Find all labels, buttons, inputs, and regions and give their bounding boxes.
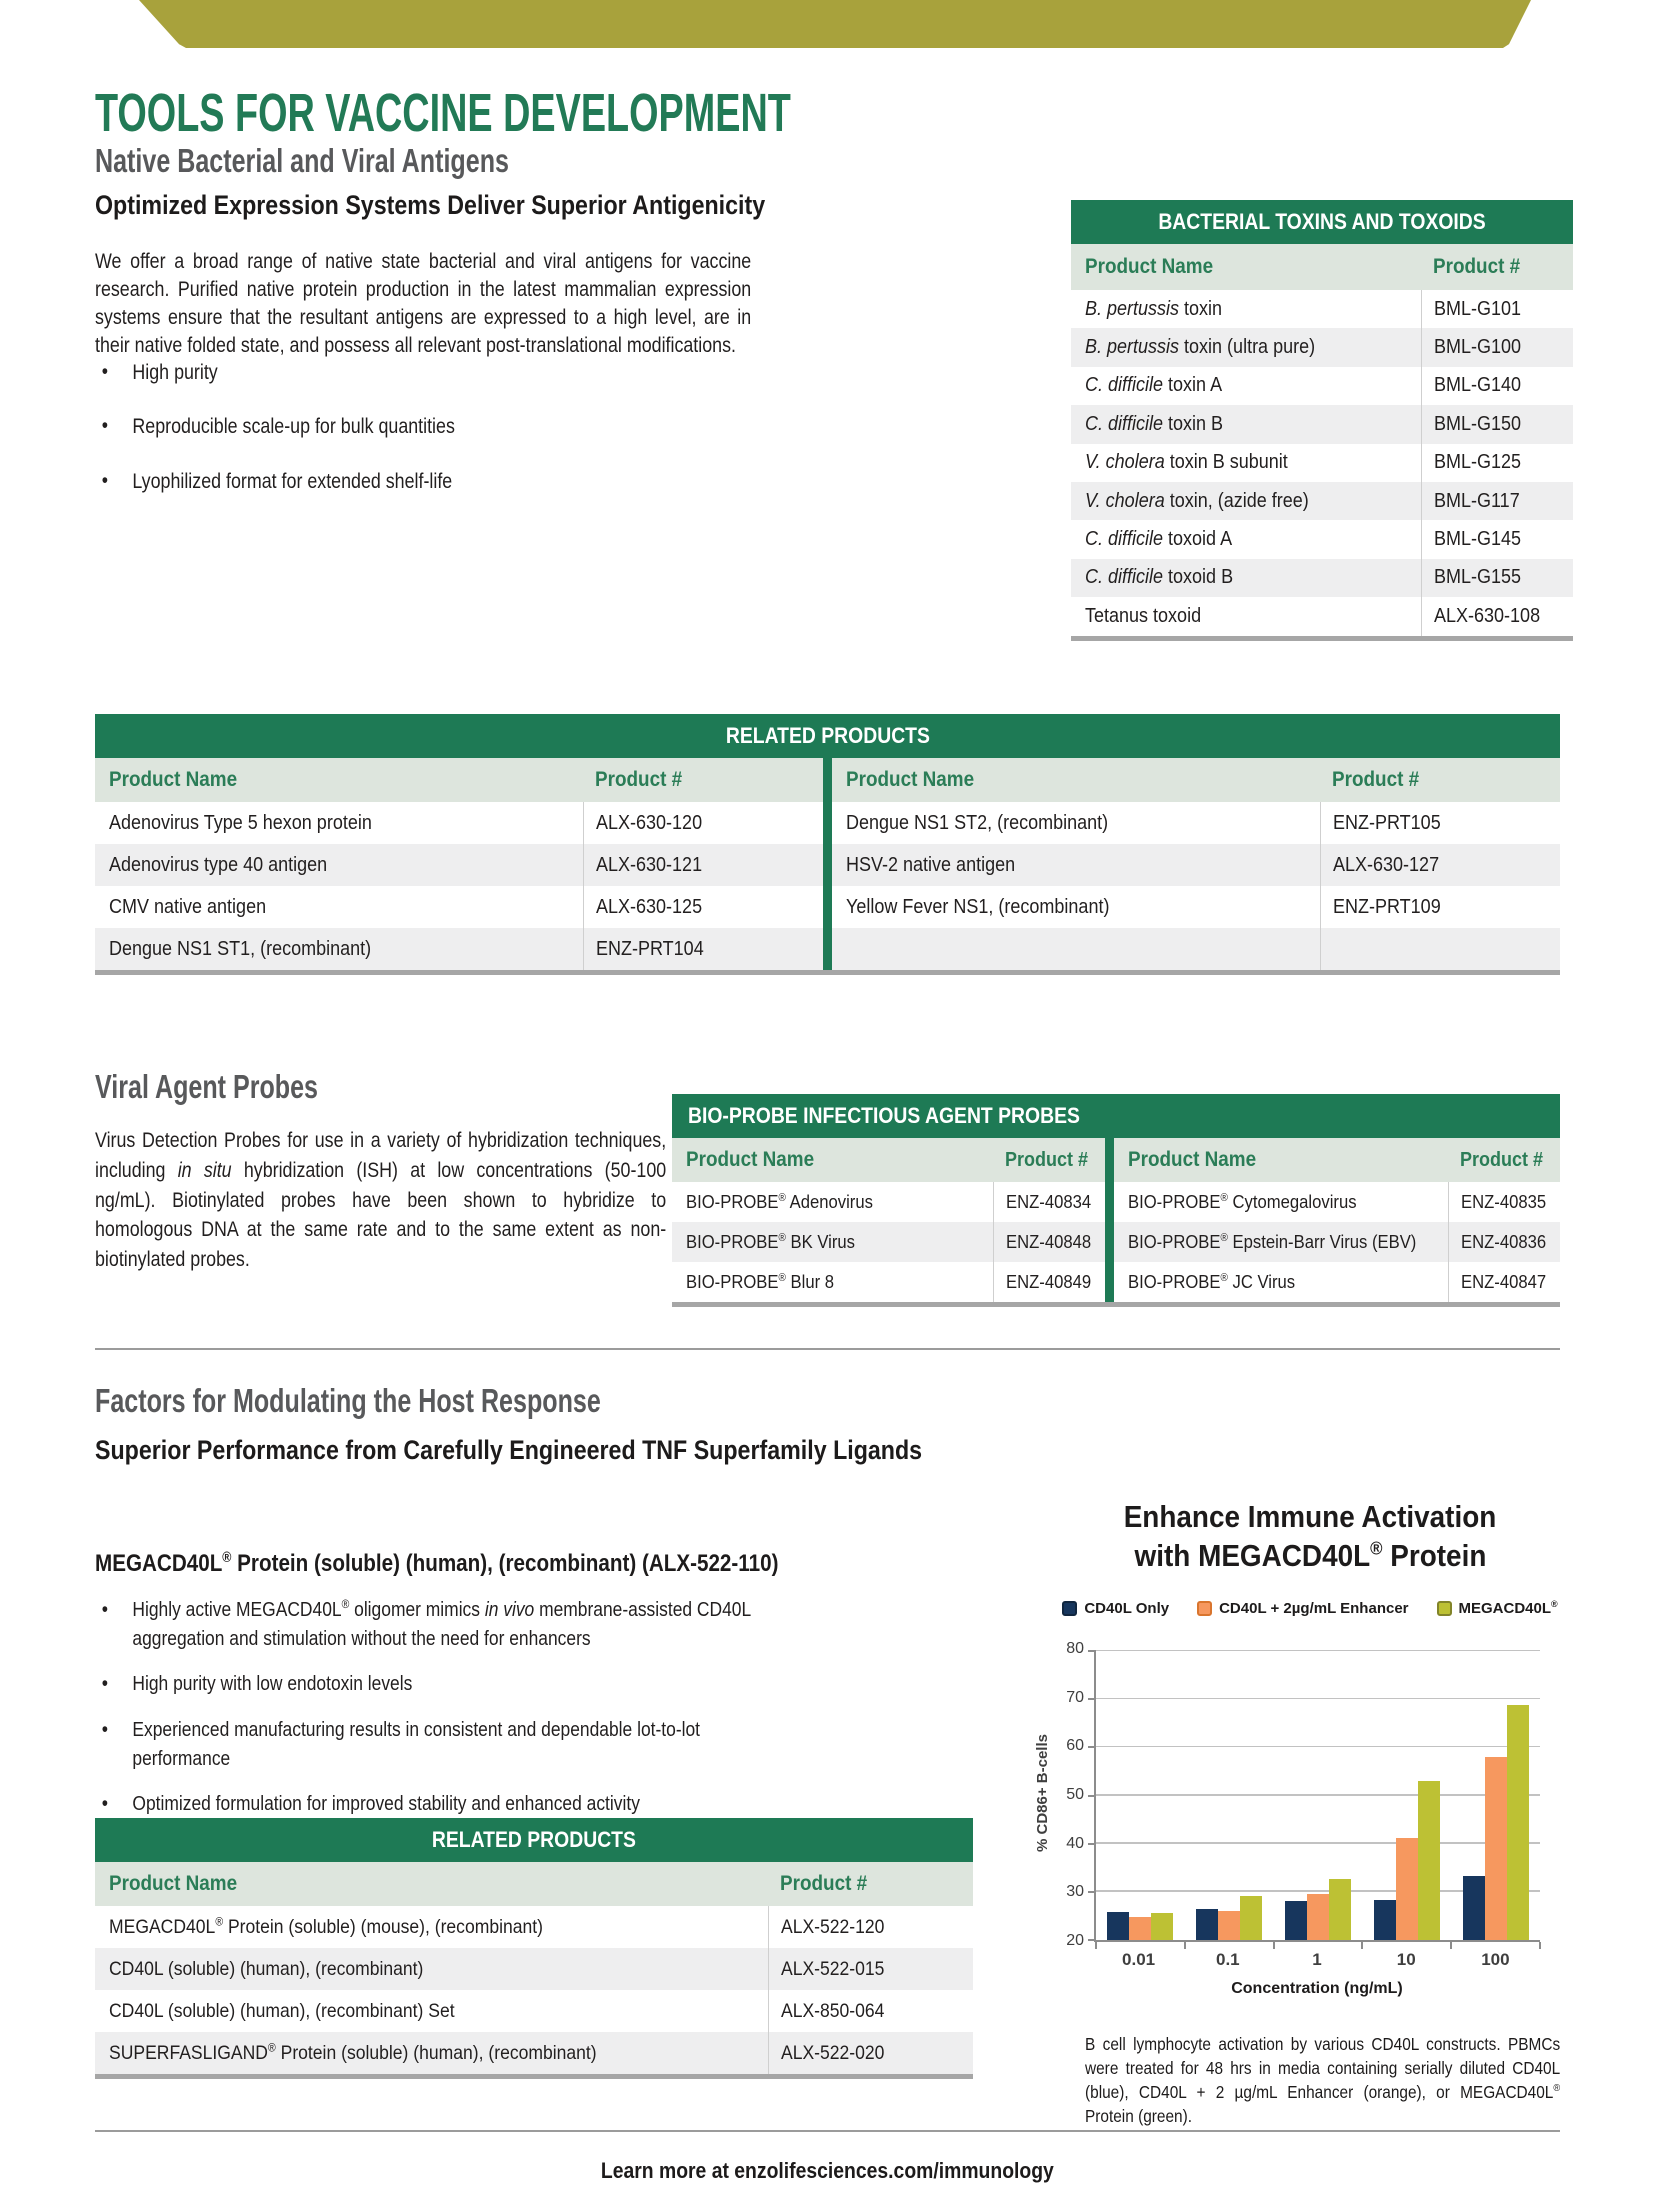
footer-link[interactable]: Learn more at enzolifesciences.com/immunology — [601, 2158, 1054, 2183]
table-row — [1071, 482, 1573, 520]
y-tick-mark — [1088, 1698, 1096, 1700]
bullet-icon: • — [101, 1792, 109, 1816]
table-row — [1071, 520, 1573, 558]
table-row — [95, 886, 823, 928]
related-products-table-antigens — [95, 714, 1560, 975]
bar — [1307, 1894, 1329, 1940]
product-name-cell: CD40L (soluble) (human), (recombinant) — [109, 1957, 424, 1980]
y-tick-mark — [1088, 1650, 1096, 1652]
bar — [1107, 1912, 1129, 1940]
product-number-cell: ENZ-40847 — [1448, 1262, 1560, 1302]
table-row — [1071, 597, 1573, 635]
y-tick-mark — [1088, 1843, 1096, 1845]
table-center-divider — [823, 758, 832, 970]
y-tick-label: 70 — [1066, 1688, 1084, 1706]
bar — [1329, 1879, 1351, 1940]
column-headers — [832, 758, 1560, 802]
product-name-cell: HSV-2 native antigen — [846, 853, 1016, 876]
bullet-icon: • — [101, 1672, 109, 1696]
table-row — [1071, 290, 1573, 328]
related-products-table-title: RELATED PRODUCTS — [95, 1818, 973, 1862]
x-tick-mark — [1450, 1942, 1452, 1949]
product-name-cell: C. difficile toxin A — [1085, 374, 1223, 397]
antigens-section-subheading: Optimized Expression Systems Deliver Superior Antigenicity — [95, 190, 766, 220]
chart-caption: B cell lymphocyte activation by various CD40L constructs. PBMCs were treated for 48 hrs in media containing serially diluted CD40L (blue), CD40L + 2 µg/mL Enhancer (orange), or MEGACD40L® Protein (green). — [1085, 2034, 1561, 2127]
column-header-product-number: Product # — [1332, 768, 1420, 791]
product-name-cell: Yellow Fever NS1, (recombinant) — [846, 895, 1110, 918]
x-tick-mark — [1539, 1942, 1541, 1949]
bullet-icon: • — [101, 1598, 109, 1621]
product-number-cell: BML-G150 — [1421, 405, 1573, 443]
antigens-bullet-list — [95, 358, 707, 521]
table-row — [672, 1262, 1105, 1302]
column-header-product-name: Product Name — [686, 1148, 815, 1171]
bar — [1396, 1838, 1418, 1940]
product-name-cell — [832, 938, 1320, 961]
bullet-item: • Lyophilized format for extended shelf-life — [95, 467, 707, 496]
bullet-item: • High purity with low endotoxin levels — [95, 1670, 775, 1699]
product-name-cell: BIO-PROBE® Cytomegalovirus — [1127, 1191, 1357, 1212]
product-number-cell: ALX-630-127 — [1320, 844, 1560, 886]
bullet-item: • High purity — [95, 358, 707, 387]
bacterial-toxins-rows — [1071, 290, 1573, 636]
product-name-cell: MEGACD40L® Protein (soluble) (mouse), (recombinant) — [109, 1915, 543, 1938]
product-number-cell: ENZ-40836 — [1448, 1222, 1560, 1262]
product-number-cell: ALX-630-125 — [583, 886, 823, 928]
section-divider — [95, 1348, 1560, 1350]
host-response-subheading: Superior Performance from Carefully Engineered TNF Superfamily Ligands — [95, 1435, 923, 1465]
bioprobe-table-title: BIO-PROBE INFECTIOUS AGENT PROBES — [672, 1094, 1560, 1138]
product-name-cell: BIO-PROBE® Adenovirus — [686, 1191, 873, 1212]
product-number-cell: ALX-522-120 — [768, 1906, 973, 1948]
chart-x-axis-label: Concentration (ng/mL) — [1231, 1980, 1403, 1997]
table-row — [95, 928, 823, 970]
bar-group-100 — [1451, 1651, 1540, 1940]
product-number-cell: ALX-850-064 — [768, 1990, 973, 2032]
related-products-left-half — [95, 758, 823, 970]
related-products-rows — [95, 1906, 973, 2074]
legend-swatch-icon — [1437, 1601, 1452, 1616]
column-headers — [95, 1862, 973, 1906]
y-tick-label: 20 — [1066, 1932, 1084, 1949]
bacterial-toxins-column-headers — [1071, 244, 1573, 290]
product-name-cell: C. difficile toxoid B — [1085, 566, 1234, 589]
chart-title: Enhance Immune Activation with MEGACD40L® Protein — [1123, 1499, 1497, 1573]
y-tick-mark — [1088, 1891, 1096, 1893]
product-number-cell: BML-G145 — [1421, 520, 1573, 558]
table-row — [832, 802, 1560, 844]
table-row — [95, 2032, 973, 2074]
product-number-cell: BML-G117 — [1421, 482, 1573, 520]
bullet-item: • Reproducible scale-up for bulk quantities — [95, 412, 707, 441]
product-number-cell: ENZ-PRT109 — [1320, 886, 1560, 928]
x-tick-label: 10 — [1396, 1950, 1416, 1969]
bioprobe-table — [672, 1094, 1560, 1307]
column-header-product-number: Product # — [1004, 1148, 1088, 1171]
product-number-cell: ALX-522-015 — [768, 1948, 973, 1990]
legend-swatch-icon — [1197, 1601, 1212, 1616]
table-row — [832, 844, 1560, 886]
product-name-cell: Adenovirus Type 5 hexon protein — [109, 811, 372, 834]
product-number-cell: ENZ-PRT105 — [1320, 802, 1560, 844]
page-title: TOOLS FOR VACCINE DEVELOPMENT — [95, 83, 791, 143]
product-name-cell: Adenovirus type 40 antigen — [109, 853, 328, 876]
related-products-table-cd40l — [95, 1818, 973, 2079]
table-row — [1114, 1222, 1560, 1262]
table-row — [1071, 444, 1573, 482]
bar-group-10 — [1362, 1651, 1451, 1940]
product-number-cell — [1320, 928, 1560, 970]
column-headers — [95, 758, 823, 802]
product-name-cell: CD40L (soluble) (human), (recombinant) Set — [109, 1999, 455, 2022]
product-name-cell: SUPERFASLIGAND® Protein (soluble) (human), (recombinant) — [109, 2041, 597, 2064]
column-header-product-number: Product # — [1433, 255, 1521, 278]
product-name-cell: Dengue NS1 ST2, (recombinant) — [846, 811, 1109, 834]
product-name-cell: C. difficile toxin B — [1085, 412, 1224, 435]
product-name-cell: B. pertussis toxin (ultra pure) — [1085, 336, 1316, 359]
legend-label: CD40L Only — [1084, 1600, 1170, 1617]
table-row — [95, 1906, 973, 1948]
column-headers — [1114, 1138, 1560, 1182]
bar-groups — [1096, 1651, 1540, 1940]
chart-y-axis-label: % CD86+ B-cells — [1034, 1734, 1051, 1852]
x-tick-mark — [1361, 1942, 1363, 1949]
table-row — [1071, 559, 1573, 597]
bullet-item: • Experienced manufacturing results in consistent and dependable lot-to-lot performance — [95, 1716, 775, 1773]
bar-group-0.01 — [1096, 1651, 1185, 1940]
table-row — [1071, 405, 1573, 443]
bar — [1196, 1909, 1218, 1940]
antigens-section-heading: Native Bacterial and Viral Antigens — [95, 142, 509, 179]
related-products-right-half — [832, 758, 1560, 970]
legend-item — [1437, 1600, 1558, 1617]
bar — [1151, 1913, 1173, 1940]
table-row — [1114, 1262, 1560, 1302]
table-row — [832, 928, 1560, 970]
column-header-product-number: Product # — [780, 1872, 868, 1895]
bioprobe-left-half — [672, 1138, 1105, 1302]
bullet-icon: • — [101, 414, 109, 438]
product-number-cell: BML-G100 — [1421, 328, 1573, 366]
product-name-cell: BIO-PROBE® BK Virus — [686, 1231, 856, 1252]
viral-probes-paragraph: Virus Detection Probes for use in a variety of hybridization techniques, including in situ hybridization (ISH) at low concentrations (50-100 ng/mL). Biotinylated probes have been shown to hybridize to homologous DNA at the same rate and to the same extent as non-biotinylated probes. — [95, 1129, 667, 1272]
product-name-cell: BIO-PROBE® Epstein-Barr Virus (EBV) — [1127, 1231, 1416, 1252]
product-number-cell: ENZ-40835 — [1448, 1182, 1560, 1222]
x-tick-label: 0.1 — [1215, 1950, 1240, 1969]
product-number-cell: ENZ-40834 — [993, 1182, 1105, 1222]
table-row — [95, 1948, 973, 1990]
x-tick-mark — [1095, 1942, 1097, 1949]
product-name-cell: BIO-PROBE® JC Virus — [1127, 1271, 1295, 1292]
bullet-icon: • — [101, 360, 109, 383]
table-row — [1071, 328, 1573, 366]
column-header-product-number: Product # — [1460, 1148, 1544, 1171]
column-headers — [672, 1138, 1105, 1182]
product-number-cell: ALX-630-108 — [1421, 597, 1573, 635]
x-tick-mark — [1184, 1942, 1186, 1949]
table-row — [672, 1222, 1105, 1262]
top-ribbon-decoration — [139, 0, 1531, 48]
bar-group-0.1 — [1185, 1651, 1274, 1940]
product-number-cell: ENZ-PRT104 — [583, 928, 823, 970]
product-name-cell: BIO-PROBE® Blur 8 — [686, 1271, 835, 1292]
bullet-icon: • — [101, 468, 109, 492]
x-tick-label: 1 — [1312, 1950, 1322, 1969]
product-name-cell: Tetanus toxoid — [1085, 604, 1202, 627]
megacd40l-product-heading: MEGACD40L® Protein (soluble) (human), (recombinant) (ALX-522-110) — [95, 1550, 779, 1577]
x-tick-mark — [1273, 1942, 1275, 1949]
bar — [1218, 1911, 1240, 1940]
product-number-cell: ENZ-40849 — [993, 1262, 1105, 1302]
footer-divider — [95, 2130, 1560, 2132]
product-number-cell: BML-G125 — [1421, 444, 1573, 482]
legend-label: CD40L + 2µg/mL Enhancer — [1219, 1600, 1409, 1617]
bullet-icon: • — [101, 1718, 109, 1742]
bar — [1374, 1900, 1396, 1940]
viral-probes-heading: Viral Agent Probes — [95, 1068, 319, 1105]
product-number-cell: ALX-522-020 — [768, 2032, 973, 2074]
product-name-cell: V. cholera toxin, (azide free) — [1085, 489, 1309, 512]
chart-x-tick-labels — [1094, 1950, 1540, 1970]
bacterial-toxins-table-title: BACTERIAL TOXINS AND TOXOIDS — [1071, 200, 1573, 244]
bioprobe-right-half — [1114, 1138, 1560, 1302]
legend-label: MEGACD40L® — [1458, 1599, 1558, 1617]
product-name-cell: Dengue NS1 ST1, (recombinant) — [109, 937, 372, 960]
column-header-product-name: Product Name — [846, 768, 975, 791]
product-name-cell: B. pertussis toxin — [1085, 297, 1223, 320]
bar-group-1 — [1274, 1651, 1363, 1940]
bar — [1485, 1757, 1507, 1940]
bacterial-toxins-table — [1071, 200, 1573, 641]
x-tick-label: 0.01 — [1122, 1950, 1156, 1969]
related-products-table-title: RELATED PRODUCTS — [95, 714, 1560, 758]
legend-swatch-icon — [1062, 1601, 1077, 1616]
y-tick-mark — [1088, 1746, 1096, 1748]
host-response-bullet-list — [95, 1596, 775, 1836]
product-number-cell: ALX-630-120 — [583, 802, 823, 844]
product-number-cell: ALX-630-121 — [583, 844, 823, 886]
column-header-product-name: Product Name — [1127, 1148, 1256, 1171]
bar — [1507, 1705, 1529, 1940]
bar — [1463, 1876, 1485, 1940]
y-tick-label: 40 — [1066, 1834, 1084, 1852]
x-tick-label: 100 — [1481, 1950, 1510, 1969]
bar — [1129, 1917, 1151, 1940]
y-tick-label: 50 — [1066, 1786, 1084, 1803]
y-tick-label: 60 — [1066, 1737, 1084, 1755]
table-row — [95, 1990, 973, 2032]
bar — [1418, 1781, 1440, 1940]
product-number-cell: BML-G140 — [1421, 367, 1573, 405]
legend-item — [1197, 1600, 1408, 1617]
y-tick-mark — [1088, 1939, 1096, 1941]
product-name-cell: C. difficile toxoid A — [1085, 528, 1233, 551]
table-row — [1071, 367, 1573, 405]
bullet-item: • Highly active MEGACD40L® oligomer mimics in vivo membrane-assisted CD40L aggregation and stimulation without the need for enhancers — [95, 1596, 775, 1653]
host-response-heading: Factors for Modulating the Host Response — [95, 1382, 601, 1419]
column-header-product-number: Product # — [595, 768, 683, 791]
table-center-divider — [1105, 1138, 1114, 1302]
chart-legend — [1050, 1600, 1570, 1617]
product-number-cell: BML-G155 — [1421, 559, 1573, 597]
y-tick-mark — [1088, 1795, 1096, 1797]
product-number-cell: BML-G101 — [1421, 290, 1573, 328]
bullet-item: • Optimized formulation for improved stability and enhanced activity — [95, 1790, 775, 1819]
product-name-cell: CMV native antigen — [109, 895, 267, 918]
column-header-product-name: Product Name — [109, 1872, 238, 1895]
bar-chart-plot-area — [1094, 1650, 1540, 1942]
table-row — [1114, 1182, 1560, 1222]
table-row — [832, 886, 1560, 928]
antigens-paragraph: We offer a broad range of native state bacterial and viral antigens for vaccine research. Purified native protein production in the latest mammalian expression systems ensure that the resultant antigens are expressed to a high level, are in their native folded state, and possess all relevant post-translational modifications. — [95, 250, 752, 358]
bar — [1240, 1896, 1262, 1940]
table-row — [95, 802, 823, 844]
column-header-product-name: Product Name — [109, 768, 238, 791]
table-row — [95, 844, 823, 886]
bar — [1285, 1901, 1307, 1940]
y-tick-label: 30 — [1066, 1883, 1084, 1901]
y-tick-label: 80 — [1066, 1640, 1084, 1657]
product-number-cell: ENZ-40848 — [993, 1222, 1105, 1262]
legend-item — [1062, 1600, 1169, 1617]
column-header-product-name: Product Name — [1085, 255, 1214, 278]
product-name-cell: V. cholera toxin B subunit — [1085, 451, 1288, 474]
footer — [95, 2158, 1560, 2184]
table-row — [672, 1182, 1105, 1222]
